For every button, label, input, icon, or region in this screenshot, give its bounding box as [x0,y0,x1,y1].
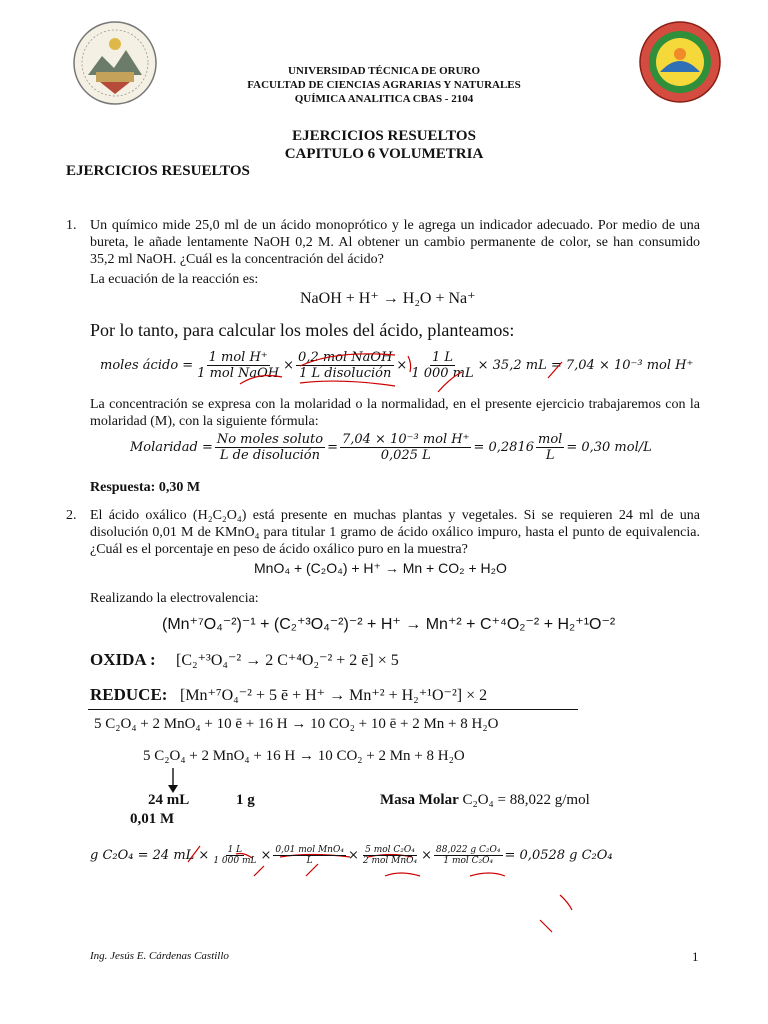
page-number: 1 [692,949,699,964]
molarity-lhs: Molaridad = [130,440,213,455]
faculty-name: FACULTAD DE CIENCIAS AGRARIAS Y NATURALES [247,79,521,91]
molarity-fraction-1: $\frac{\text{No moles soluto}}{\text{L de disolución}}$ [216,432,324,463]
net-equation: 5 C₂O₄ + 2 MnO₄ + 16 H → 10 CO₂ + 2 Mn + 8 H₂O [143,748,465,764]
calc-result: = 0,0528 g C₂O₄ [504,848,613,863]
fraction-2: $\frac{\text{0,2 mol NaOH}}{\text{1 L disolución}}$ [298,350,393,381]
molarity-fraction-3: $\frac{\text{mol}}{L}$ [538,432,563,463]
moles-result: × 35,2 mL = 7,04 × 10⁻³ mol H⁺ [477,358,694,373]
sum-divider [88,709,578,710]
molarity-mid: = 0,2816 [473,440,534,455]
titrant-concentration: 0,01 M [130,811,175,827]
molarity-result: = 0,30 mol/L [566,440,652,455]
electrovalence-equation: (Mn⁺⁷O₄⁻²)⁻¹ + (C₂⁺³O₄⁻²)⁻² + H⁺ → Mn⁺² + C⁺⁴O₂⁻² + H₂⁺¹O⁻² [162,616,616,633]
exercise-2-text: El ácido oxálico (H₂C₂O₄) está presente en muchas plantas y vegetales. Si se requieren 24 ml de una disolución 0,01 M de KMnO₄ para titular 1 gramo de ácido oxálico impuro, hasta el punto de equivalencia. ¿Cuál es el porcentaje en peso de ácido oxálico puro en la muestra? [90,508,700,557]
answer-1: Respuesta: 0,30 M [90,480,201,495]
molarity-fraction-2: $\frac{\text{7,04 × 10⁻³ mol H⁺}}{0,025 L}$ [341,432,470,463]
moles-equation: moles ácido = $\frac{\text{1 mol H⁺}}{\text{1 mol NaOH}}$ × $\frac{\text{0,2 mol NaOH}}{\text{1 L disolución}}$ × $\frac{1 L}{1 000 mL}$ × 35,2 mL = 7,04 × 10⁻³ mol H⁺ [100,350,694,381]
exercise-1-number: 1. [66,218,77,233]
reaction-equation-2: MnO₄ + (C₂O₄) + H⁺ → Mn + CO₂ + H₂O [254,560,507,576]
moles-lhs: moles ácido = [100,358,194,373]
fraction-3: $\frac{1 L}{1 000 mL}$ [411,350,474,381]
electrovalence-intro: Realizando la electrovalencia: [90,591,259,606]
calc-lhs: g C₂O₄ = 24 mL × [90,848,210,863]
reaction-intro: La ecuación de la reacción es: [90,272,259,287]
reduce-equation: [Mn⁺⁷O₄⁻² + 5 ē + H⁺ → Mn⁺² + H₂⁺¹O⁻²] × 2 [180,687,488,704]
plan-text: Por lo tanto, para calcular los moles del ácido, planteamos: [90,320,515,340]
down-arrow-icon [166,768,180,794]
section-title: EJERCICIOS RESUELTOS [66,163,250,179]
titrant-volume: 24 mL [148,792,190,808]
calc-fraction-2: $\frac{\text{0,01 mol MnO₄}}{L}$ [275,845,344,866]
oxida-equation: [C₂⁺³O₄⁻² → 2 C⁺⁴O₂⁻² + 2 ē] × 5 [176,652,399,669]
molar-mass-label: Masa Molar [380,792,459,808]
footer-author: Ing. Jesús E. Cárdenas Castillo [90,950,229,962]
molarity-equation: Molaridad = $\frac{\text{No moles soluto}}{\text{L de disolución}}$ = $\frac{\text{7,04 × 10⁻³ mol H⁺}}{0,025 L}$ = 0,2816 $\frac{\text{mol}}{L}$ = 0,30 mol/L [130,432,652,463]
reduce-label: REDUCE: [90,685,168,704]
exercise-1-text: Un químico mide 25,0 ml de un ácido monoprótico y le agrega un indicador adecuado. Por medio de una bureta, le añade lentamente NaOH 0,2 M. Al obtener un cambio permanente de color, se han consumido 35,2 ml NaOH. ¿Cuál es la concentración del ácido? [90,218,700,267]
sum-equation: 5 C₂O₄ + 2 MnO₄ + 10 ē + 16 H → 10 CO₂ + 10 ē + 2 Mn + 8 H₂O [94,716,499,732]
calc-fraction-1: $\frac{1 L}{1 000 mL}$ [213,845,257,866]
fraction-1: $\frac{\text{1 mol H⁺}}{\text{1 mol NaOH}}$ [197,350,280,381]
concentration-text: La concentración se expresa con la molaridad o la normalidad, en el presente ejercicio trabajaremos con la molaridad (M), con la siguiente fórmula: [90,397,700,429]
molar-mass-value: C₂O₄ = 88,022 g/mol [462,792,590,808]
chapter-title: CAPITULO 6 VOLUMETRIA [284,146,484,162]
calc-fraction-4: $\frac{\text{88,022 g C₂O₄}}{\text{1 mol C₂O₄}}$ [436,845,501,866]
sample-mass: 1 g [236,792,255,808]
university-name: UNIVERSIDAD TÉCNICA DE ORURO [287,65,481,77]
calc-fraction-3: $\frac{\text{5 mol C₂O₄}}{\text{2 mol MnO₄}}$ [362,845,418,866]
page-title: EJERCICIOS RESUELTOS [292,128,476,144]
molar-mass [380,792,590,809]
oxida-label: OXIDA : [90,650,156,669]
exercise-2-number: 2. [66,508,77,523]
course-name: QUÍMICA ANALITICA CBAS - 2104 [294,93,474,105]
reaction-equation-1: NaOH + H⁺ → H₂O + Na⁺ [300,290,476,307]
mass-calculation: g C₂O₄ = 24 mL × $\frac{1 L}{1 000 mL}$ × $\frac{\text{0,01 mol MnO₄}}{L}$ × $\frac{\text{5 mol C₂O₄}}{\text{2 mol MnO₄}}$ × $\frac{\text{88,022 g C₂O₄}}{\text{1 mol C₂O₄}}$ = 0,0528 g C₂O₄ [90,845,613,866]
